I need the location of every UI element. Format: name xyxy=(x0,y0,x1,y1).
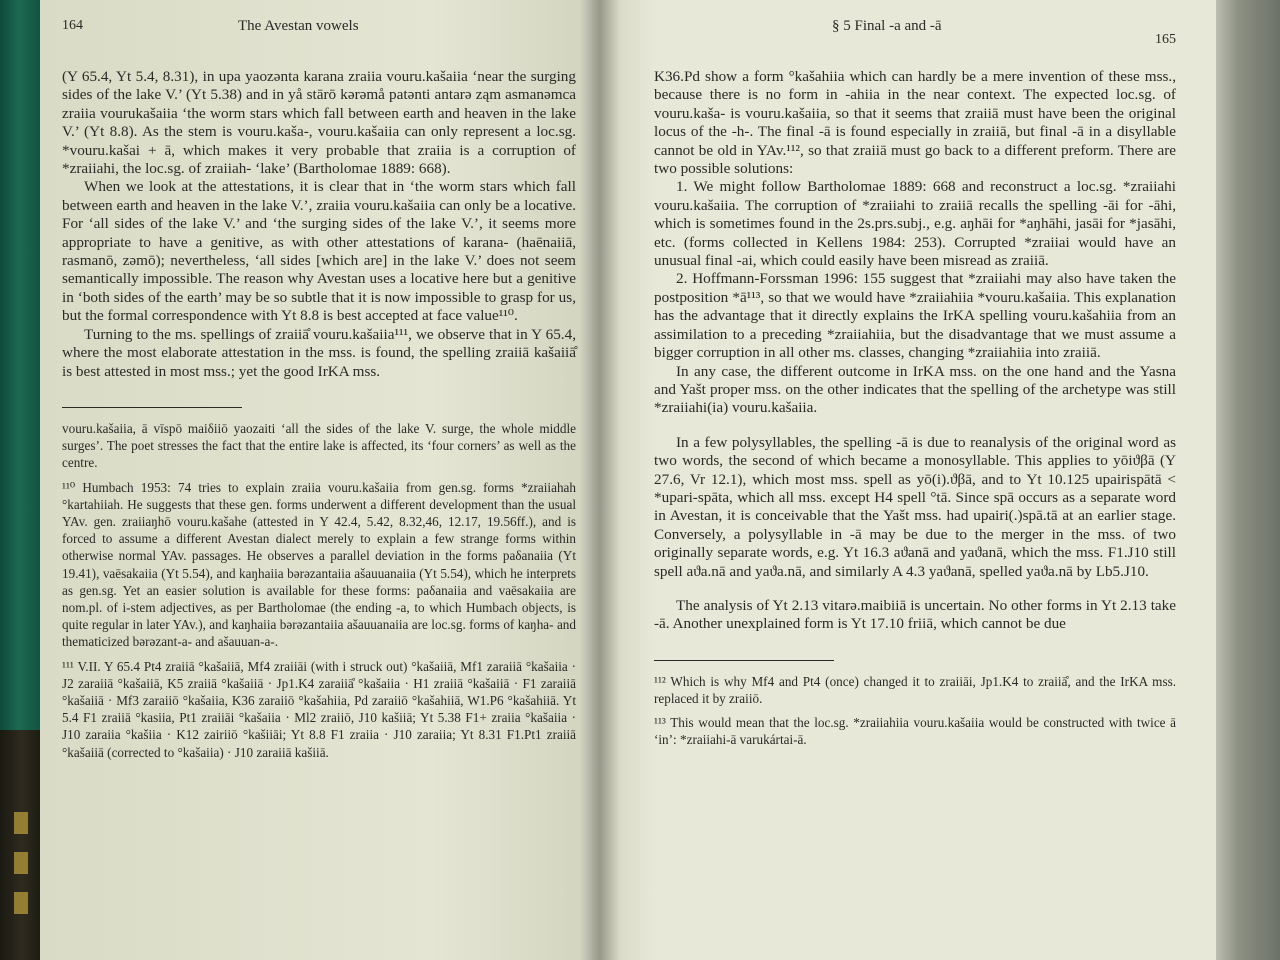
page-number: 165 xyxy=(1155,32,1176,47)
spine-mark xyxy=(14,892,28,914)
left-page xyxy=(40,0,600,960)
spine-mark xyxy=(14,852,28,874)
paragraph: In any case, the different outcome in IrKA mss. on the one hand and the Yasna and Yašt proper mss. on the other indicates that the spelling of the archetype was still *zraiiahi(ia) vouru.kašaiia. xyxy=(654,362,1176,417)
page-edges xyxy=(1210,0,1280,960)
right-page xyxy=(592,0,1216,960)
paragraph: 2. Hoffmann-Forssman 1996: 155 suggest that *zraiiahi may also have taken the postposition *ā¹¹³, so that we would have *zraiiahiia *vouru.kašaiia. This explanation has the advantage that it directly explains the IrKA spelling vouru.kašahiia from an assimilation to a preceding *zraiiahiia, but the disadvantage that we must assume a bigger corruption in all other ms. classes, changing *zraiiahiia into zraiiā. xyxy=(654,270,1176,362)
footnote: vouru.kašaiia, ā vīspō maiδiiō yaozaiti ‘all the sides of the lake V. surge, the whole middle surges’. The poet stresses the fact that the entire lake is affected, its ‘four corners’ as well as the centre. xyxy=(62,420,576,471)
footnote-rule xyxy=(654,660,834,661)
footnote-rule xyxy=(62,407,242,408)
spine-mark xyxy=(14,812,28,834)
paragraph: 1. We might follow Bartholomae 1889: 668 and reconstruct a loc.sg. *zraiiahi vouru.kašaiia. The corruption of *zraiiahi to zraiiā recalls the spelling -āi for -āhi, which is sometimes found in the 2s.prs.subj., e.g. aŋhāi for *aŋhāhi, jasāi for *jasāhi, etc. (forms collected in Kellens 1984: 253). Corrupted *zraiiai would have an unusual final -ai, which could easily have been misread as zraiiā. xyxy=(654,178,1176,270)
running-title: The Avestan vowels xyxy=(238,18,359,34)
book-gutter xyxy=(580,0,620,960)
running-head xyxy=(654,18,1176,68)
paragraph: When we look at the attestations, it is clear that in ‘the worm stars which fall between earth and heaven in the lake V.’, zraiia vouru.kašaiia can only be a locative. For ‘all sides of the lake V.’ and ‘the surging sides of the lake V.’, it seems more appropriate to have a genitive, as with other attestations of karana- (haēnaiiā, rasmanō, zəmō); nevertheless, ‘all sides [which are] in the lake V.’ does not seem semantically impossible. The reason why Avestan uses a locative here but a genitive in ‘both sides of the earth’ may be so subtle that it is now impossible to grasp for us, but the formal correspondence with Yt 8.8 is best accepted at face value¹¹⁰. xyxy=(62,178,576,325)
running-head xyxy=(62,18,576,68)
body-text xyxy=(654,68,1176,634)
running-title: § 5 Final -a and -ā xyxy=(832,18,942,34)
footnote: ¹¹² Which is why Mf4 and Pt4 (once) changed it to zraiiāi, Jp1.K4 to zraiiā̊, and the IrKA mss. replaced it by zraiiō. xyxy=(654,673,1176,706)
spine-label-panel xyxy=(0,730,44,960)
paragraph: (Y 65.4, Yt 5.4, 8.31), in upa yaozənta karana zraiia vouru.kašaiia ‘near the surging sides of the lake V.’ (Yt 5.38) and in yå stārō kərəmå patənti antarə ząm asmanəmca zraiia vourukašaiia ‘the worm stars which fall between earth and heaven in the lake V.’ (Yt 8.8). As the stem is vouru.kaša-, vouru.kašaiia can only represent a loc.sg. *vouru.kašai + ā, which makes it very probable that zraiia is a corruption of *zraiiahi, the loc.sg. of zraiiah- ‘lake’ (Bartholomae 1889: 668). xyxy=(62,68,576,178)
paragraph: The analysis of Yt 2.13 vitarə.maibiiā is uncertain. No other forms in Yt 2.13 take -ā. Another unexplained form is Yt 17.10 friiā, which cannot be due xyxy=(654,596,1176,633)
footnote: ¹¹¹ V.II. Y 65.4 Pt4 zraiiā °kašaiiā, Mf4 zraiiāi (with i struck out) °kašaiiā, Mf1 zaraiiā °kašaiia · J2 zaraiiā °kašaiiā, K5 zraiiā °kašaiiā · Jp1.K4 zaraiiā̊ °kašaiia · H1 zraiiā °kašaiiā · F1 zaraiiā °kašaiiā · Mf3 zaraiiō °kašaiia, K36 zaraiiō °kašahiia, Pd zaraiiō °kašahiiā, W1.P6 °kašahiiā. Yt 5.4 F1 zraiiā °kasiia, Pt1 zraiiāi °kašaiia · Ml2 zraiiō, J10 kašiiā; Yt 5.38 F1+ zraiia °kašaiia · J10 zaraiia °kašiia · K12 zairiiō °kašiiāi; Yt 8.8 F1 zraiia · J10 zaraiia; Yt 8.31 F1.Pt1 zraiiā °kašaiiā (corrected to °kašaiia) · J10 zaraiiā kašiiā. xyxy=(62,658,576,760)
footnote: ¹¹⁰ Humbach 1953: 74 tries to explain zraiia vouru.kašaiia from gen.sg. forms *zraiiahah °kartahiiah. He suggests that these gen. forms underwent a different development than the usual YAv. gen. zraiiaŋhō vouru.kašahe (attested in Y 42.4, 5.42, 8.32,46, 12.17, 19.56ff.), and is forced to assume a different Avestan dialect merely to explain a few strange forms within otherwise normal YAv. passages. He observes a parallel deviation in the forms paδanaiia (Yt 19.41), vaēsakaiia (Yt 5.54), and kaŋhaiia bərəzantaiia ašauuanaiia (Yt 5.54), which he interprets as gen.sg. Yet an easier solution is available for these forms: paδanaiia and vaēsakaiia are nom.pl. of i-stem adjectives, as per Bartholomae (the ending -a, to which Humbach objects, is quite regular in later YAv.), and kaŋhaiia bərəzantaiia ašauuanaiia are loc.sg. forms of kaŋha- and thematicized bərəzant-a- and ašauuan-a-. xyxy=(62,479,576,650)
paragraph: In a few polysyllables, the spelling -ā is due to reanalysis of the original word as two words, the second of which became a monosyllable. This applies to yōiϑβā (Y 27.6, Vr 12.1), which most mss. spell as yō(i).ϑβā, and to Yt 10.125 upairispātā < *upari-spāta, which all mss. except H4 spell °tā. Since spā occurs as a separate word in Avestan, it is conceivable that the Yašt mss. had upairi(.)spā.tā at an earlier stage. Conversely, a polysyllable in -ā may be due to the merger in the mss. of two originally separate words, e.g. Yt 16.3 aϑanā and yaϑanā, which the mss. F1.J10 still spell aϑa.nā and yaϑa.nā, and similarly A 4.3 yaϑanā, spelled yaϑa.nā by Lb5.J10. xyxy=(654,433,1176,580)
body-text xyxy=(62,68,576,381)
page-number: 164 xyxy=(62,18,83,33)
paragraph: Turning to the ms. spellings of zraiiā̊ vouru.kašaiia¹¹¹, we observe that in Y 65.4, where the most elaborate attestation in the mss. is found, the spelling zraiiā kašaiiā̊ is best attested in most mss.; yet the good IrKA mss. xyxy=(62,325,576,380)
footnote: ¹¹³ This would mean that the loc.sg. *zraiiahiia vouru.kašaiia would be constructed with twice ā ‘in’: *zraiiahi-ā varukártai-ā. xyxy=(654,715,1176,748)
paragraph: K36.Pd show a form °kašahiia which can hardly be a mere invention of these mss., because there is no form in -ahiia in the near context. The expected loc.sg. of vouru.kaša- is vouru.kašaiia, so that it seems that zraiiā must have been the original locus of the -h-. The final -ā is found especially in zraiiā, but final -ā in a disyllable cannot be old in YAv.¹¹², so that zraiiā must go back to a different preform. There are two possible solutions: xyxy=(654,68,1176,178)
